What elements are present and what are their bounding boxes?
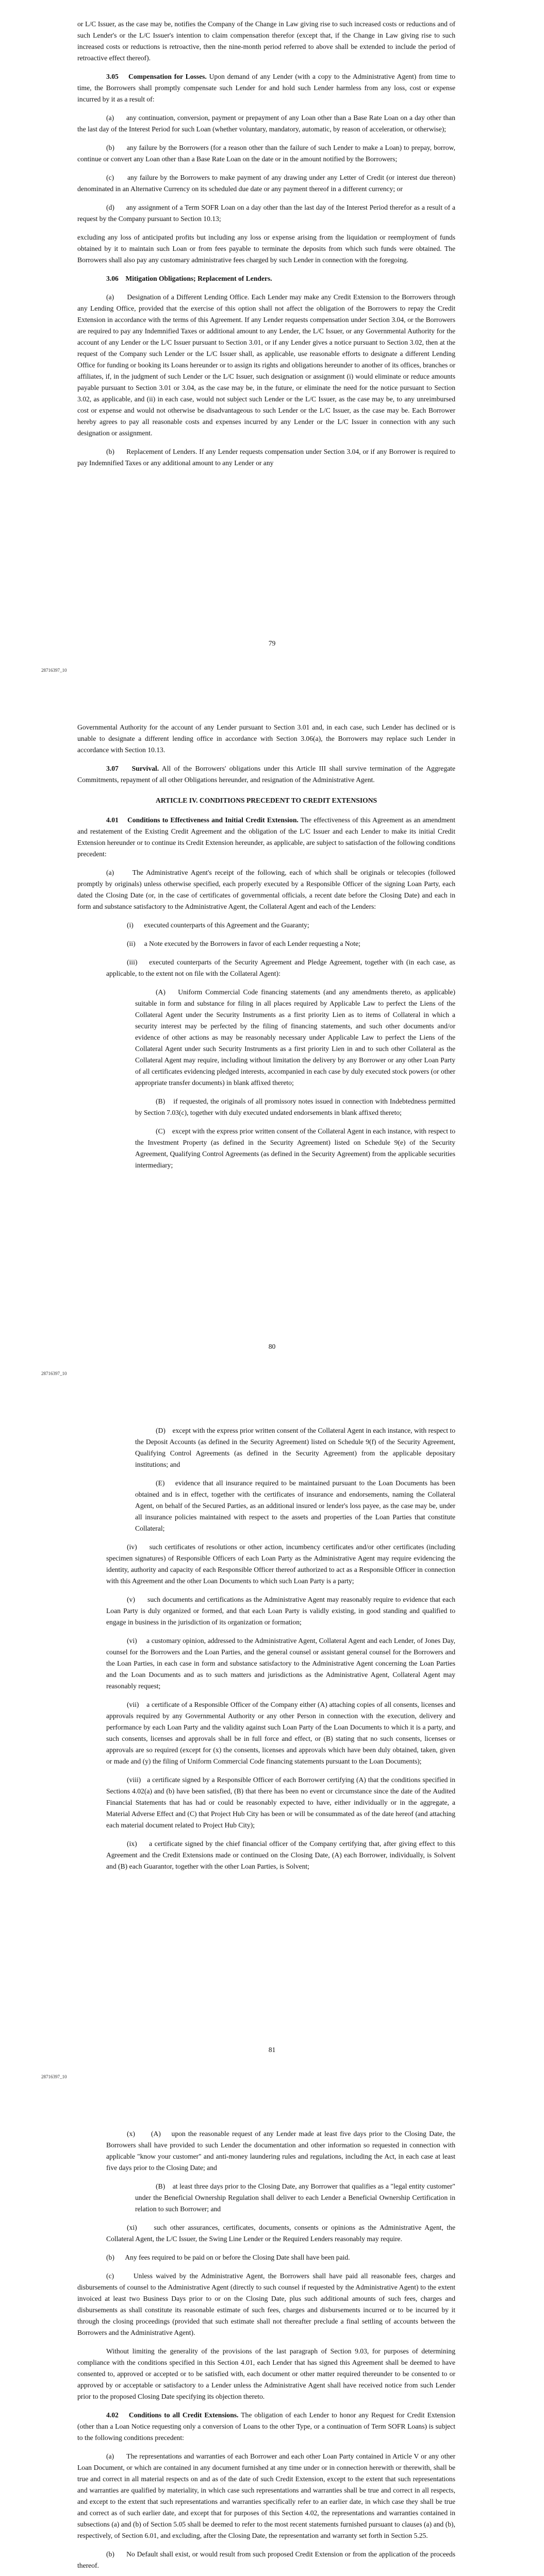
document-id: 28716397_10 — [41, 2074, 67, 2079]
sub-clause: (v) such documents and certifications as the Administrative Agent may reasonably require to evidence that each Loan Party is duly organized or formed, and that each Loan Party is validly existing, in good standing and qualified to engage in business in the jurisdiction of its organization or formation; — [106, 1596, 455, 1626]
paragraph: excluding any loss of anticipated profits but including any loss or expense arising from the liquidation or reemployment of funds obtained by it to maintain such Loan or from fees payable to terminate the deposits from which such funds were obtained. The Borrowers shall also pay any customary administrative fees charged by such Lender in connection with the foregoing. — [77, 233, 455, 264]
sub-clause: (i) executed counterparts of this Agreement and the Guaranty; — [127, 921, 309, 929]
section-heading: 4.01 Conditions to Effectiveness and Initial Credit Extension. — [106, 816, 299, 824]
sub-clause: (ii) a Note executed by the Borrowers in favor of each Lender requesting a Note; — [127, 940, 360, 947]
clause: (b) Replacement of Lenders. If any Lender requests compensation under Section 3.04, or if any Borrower is required to pay Indemnified Taxes or any additional amount to any Lender or any — [77, 448, 455, 467]
article-heading: ARTICLE IV. CONDITIONS PRECEDENT TO CREDIT EXTENSIONS — [155, 796, 377, 804]
section-paragraph: 3.07 Survival. All of the Borrowers' obligations under this Article III shall survive termination of the Aggregate Commitments, repayment of all other Obligations hereunder, and resignation of the Administrative Agent. — [77, 765, 455, 784]
page-body — [77, 2128, 455, 2571]
sub-sub-clause: (D) except with the express prior written consent of the Collateral Agent in each instance, with respect to the Deposit Accounts (as defined in the Security Agreement) listed on Schedule 9(f) of the Security Agreement, Qualifying Control Agreements (as defined in the Security Agreement) from the applicable depositary institutions; and — [135, 1427, 455, 1468]
page-number: 80 — [268, 1343, 276, 1350]
document-page — [0, 2110, 544, 2576]
document-page — [0, 1406, 544, 2110]
section-paragraph: 3.05 Compensation for Losses. Upon demand of any Lender (with a copy to the Administrative Agent) from time to time, the Borrowers shall promptly compensate such Lender for and hold such Lender harmless from any loss, cost or expense incurred by it as a result of: — [77, 73, 455, 103]
clause: (c) Unless waived by the Administrative Agent, the Borrowers shall have paid all reasonable fees, charges and disbursements of counsel to the Administrative Agent (directly to such counsel if requested by the Administrative Agent) to the extent invoiced at least two Business Days prior to or on the Closing Date, plus such additional amounts of such fees, charges and disbursements as shall constitute its reasonable estimate of such fees, charges and disbursements incurred or to be incurred by it through the closing proceedings (provided that such estimate shall not thereafter preclude a final settling of accounts between the Borrowers and the Administrative Agent). — [77, 2272, 455, 2336]
sub-sub-clause: (E) evidence that all insurance required to be maintained pursuant to the Loan Documents has been obtained and is in effect, together with the certificates of insurance and endorsements, naming the Collateral Agent, on behalf of the Secured Parties, as an additional insured or lender's loss payee, as the case may be, under all insurance policies maintained with respect to the assets and properties of the Loan Parties that constitute Collateral; — [135, 1479, 455, 1532]
sub-sub-clause: (B) at least three days prior to the Closing Date, any Borrower that qualifies as a "legal entity customer" under the Beneficial Ownership Regulation shall deliver to each Lender a Beneficial Ownership Certification in relation to such Borrower; and — [135, 2182, 455, 2213]
section-paragraph — [77, 273, 455, 284]
clause: (b) No Default shall exist, or would result from such proposed Credit Extension or from the application of the proceeds thereof. — [77, 2550, 455, 2569]
clause: (b) any failure by the Borrowers (for a reason other than the failure of such Lender to make a Loan) to prepay, borrow, continue or convert any Loan other than a Base Rate Loan on the date or in the amount notified by the Borrowers; — [77, 144, 455, 163]
document-id: 28716397_10 — [41, 1371, 67, 1376]
sub-clause: (xi) such other assurances, certificates, documents, consents or opinions as the Administrative Agent, the Collateral Agent, the L/C Issuer, the Swing Line Lender or the Required Lenders reasonably may require. — [106, 2224, 455, 2243]
paragraph: Without limiting the generality of the provisions of the last paragraph of Section 9.03, for purposes of determining compliance with the conditions specified in this Section 4.01, each Lender that has signed this Agreement shall be deemed to have consented to, approved or accepted or to be satisfied with, each document or other matter required thereunder to be consented to or approved by or acceptable or satisfactory to a Lender unless the Administrative Agent shall have received notice from such Lender prior to the proposed Closing Date specifying its objection thereto. — [77, 2347, 455, 2400]
page-body — [77, 722, 455, 1171]
section-heading: 3.07 Survival. — [106, 765, 159, 772]
sub-clause: (ix) a certificate signed by the chief financial officer of the Company certifying that, after giving effect to this Agreement and the Credit Extensions made or continued on the Closing Date, (A) each Borrower, individually, is Solvent and (B) each Guarantor, together with the other Loan Parties, is Solvent; — [106, 1840, 455, 1870]
clause: (a) The Administrative Agent's receipt of the following, each of which shall be originals or telecopies (followed promptly by originals) unless otherwise specified, each properly executed by a Responsible Officer of the signing Loan Party, each dated the Closing Date (or, in the case of certificates of governmental officials, a recent date before the Closing Date) and each in form and substance satisfactory to the Administrative Agent, the Collateral Agent and each of the Lenders: — [77, 869, 455, 910]
section-paragraph: 4.01 Conditions to Effectiveness and Initial Credit Extension. The effectiveness of this Agreement as an amendment and restatement of the Existing Credit Agreement and the obligation of the L/C Issuer and each Lender to make its initial Credit Extension hereunder or to continue its Credit Extension hereunder, as applicable, are subject to satisfaction of the following conditions precedent: — [77, 816, 456, 858]
paragraph: or L/C Issuer, as the case may be, notifies the Company of the Change in Law giving rise to such increased costs or reductions and of such Lender's or the L/C Issuer's intention to claim compensation therefor (except that, if the Change in Law giving rise to such increased costs or reductions is retroactive, then the nine-month period referred to above shall be extended to include the period of retroactive effect thereof). — [77, 20, 455, 62]
section-paragraph: 4.02 Conditions to all Credit Extensions. The obligation of each Lender to honor any Request for Credit Extension (other than a Loan Notice requesting only a conversion of Loans to the other Type, or a continuation of Term SOFR Loans) is subject to the following conditions precedent: — [77, 2411, 455, 2442]
document-page — [0, 703, 544, 1406]
page-number: 81 — [268, 2046, 276, 2054]
clause: (a) any continuation, conversion, payment or prepayment of any Loan other than a Base Rate Loan on a day other than the last day of the Interest Period for such Loan (whether voluntary, mandatory, automatic, by reason of acceleration, or otherwise); — [77, 114, 455, 133]
clause: (b) Any fees required to be paid on or before the Closing Date shall have been paid. — [106, 2253, 350, 2261]
sub-clause: (x) (A) upon the reasonable request of any Lender made at least five days prior to the Closing Date, the Borrowers shall have provided to such Lender the documentation and other information so requested in connection with applicable "know your customer" and anti-money laundering rules and regulations, including the Act, in each case at least five days prior to the Closing Date; and — [106, 2130, 455, 2172]
sub-clause: (viii) a certificate signed by a Responsible Officer of each Borrower certifying (A) that the conditions specified in Sections 4.02(a) and (b) have been satisfied, (B) that there has been no event or circumstance since the date of the Audited Financial Statements that has had or could be reasonably expected to have, either individually or in the aggregate, a Material Adverse Effect and (C) that Project Hub City has been or will be consummated as of the date hereof (and attaching each material document related to Project Hub City); — [106, 1776, 455, 1829]
section-heading: 4.02 Conditions to all Credit Extensions. — [106, 2411, 239, 2419]
sub-clause: (vii) a certificate of a Responsible Officer of the Company either (A) attaching copies of all consents, licenses and approvals required by any Governmental Authority or any other Person in connection with the execution, delivery and performance by each Loan Party and the validity against such Loan Party of the Loan Documents to which it is a party, and such consents, licenses and approvals shall be in full force and effect, or (B) stating that no such consents, licenses or approvals are so required (except for (x) the consents, licenses and approvals which have been duly obtained, taken, given or made and (y) the filing of Uniform Commercial Code financing statements pursuant to the Loan Documents); — [106, 1701, 455, 1765]
sub-clause: (vi) a customary opinion, addressed to the Administrative Agent, Collateral Agent and each Lender, of Jones Day, counsel for the Borrowers and the Loan Parties, and the general counsel or assistant general counsel for the Borrowers and the Loan Parties, in each case in form and substance satisfactory to the Administrative Agent concerning the Loan Parties and the Loan Documents and as to such matters and jurisdictions as the Administrative Agent, Collateral Agent may reasonably request; — [106, 1637, 455, 1690]
document-id: 28716397_10 — [41, 668, 67, 673]
paragraph: Governmental Authority for the account of any Lender pursuant to Section 3.01 and, in each case, such Lender has declined or is unable to designate a different lending office in accordance with Section 3.06(a), the Borrowers may replace such Lender in accordance with Section 10.13. — [77, 723, 455, 754]
document-page — [0, 0, 544, 703]
clause: (a) Designation of a Different Lending Office. Each Lender may make any Credit Extension to the Borrowers through any Lending Office, provided that the exercise of this option shall not affect the obligation of the Borrowers to repay the Credit Extension in accordance with the terms of this Agreement. If any Lender requests compensation under Section 3.04, or the Borrowers are required to pay any Indemnified Taxes or additional amount to any Lender, the L/C Issuer, or any Governmental Authority for the account of any Lender or the L/C Issuer pursuant to Section 3.01, or if any Lender gives a notice pursuant to Section 3.02, then at the request of the Company such Lender or the L/C Issuer shall, as applicable, use reasonable efforts to designate a different Lending Office for funding or booking its Loans hereunder or to assign its rights and obligations hereunder to another of its offices, branches or affiliates, if, in the judgment of such Lender or the L/C Issuer, such designation or assignment (i) would eliminate or reduce amounts payable pursuant to Section 3.01 or 3.04, as the case may be, in the future, or eliminate the need for the notice pursuant to Section 3.02, as applicable, and (ii) in each case, would not subject such Lender or the L/C Issuer, as the case may be, to any unreimbursed cost or expense and would not otherwise be disadvantageous to such Lender or the L/C Issuer, as the case may be. Each Borrower hereby agrees to pay all reasonable costs and expenses incurred by any Lender or the L/C Issuer in connection with any such designation or assignment. — [77, 293, 456, 437]
section-heading: 3.06 Mitigation Obligations; Replacement of Lenders. — [106, 275, 272, 282]
sub-clause: (iv) such certificates of resolutions or other action, incumbency certificates and/or other certificates (including specimen signatures) of Responsible Officers of each Loan Party as the Administrative Agent may require evidencing the identity, authority and capacity of each Responsible Officer thereof authorized to act as a Responsible Officer in connection with this Agreement and the other Loan Documents to which such Loan Party is a party; — [106, 1543, 455, 1585]
page-body — [77, 19, 455, 469]
section-heading: 3.05 Compensation for Losses. — [106, 73, 207, 80]
page-body — [77, 1425, 455, 1872]
sub-sub-clause: (A) Uniform Commercial Code financing statements (and any amendments thereto, as applicable) suitable in form and substance for filing in all places required by Applicable Law to perfect the Liens of the Collateral Agent under the Security Instruments as a first priority Lien as to items of Collateral in which a security interest may be perfected by the filing of financing statements, and such other documents and/or evidence of other actions as may be reasonably necessary under Applicable Law to perfect the Liens of the Collateral Agent under such Security Instruments as a first priority Lien in and to such other Collateral as the Collateral Agent may require, including without limitation the delivery by any Borrower or any other Loan Party of all certificates evidencing pledged interests, accompanied in each case by duly executed stock powers (or other appropriate transfer documents) in blank affixed thereto; — [135, 988, 455, 1087]
clause: (a) The representations and warranties of each Borrower and each other Loan Party contained in Article V or any other Loan Document, or which are contained in any document furnished at any time under or in connection herewith or therewith, shall be true and correct in all material respects on and as of the date of such Credit Extension, except to the extent that such representations and warranties are qualified by materiality, in which case such representations and warranties shall be true and correct in all respects, and except to the extent that such representations and warranties specifically refer to an earlier date, in which case they shall be true and correct as of such earlier date, and except that for purposes of this Section 4.02, the representations and warranties contained in subsections (a) and (b) of Section 5.05 shall be deemed to refer to the most recent statements furnished pursuant to clauses (a) and (b), respectively, of Section 6.01, and excluding, after the Closing Date, the representation and warranty set forth in Section 5.25. — [77, 2452, 455, 2539]
sub-clause: (iii) executed counterparts of the Security Agreement and Pledge Agreement, together with (in each case, as applicable, to the extent not on file with the Collateral Agent): — [106, 958, 455, 977]
clause: (c) any failure by the Borrowers to make payment of any drawing under any Letter of Credit (or interest due thereon) denominated in an Alternative Currency on its scheduled due date or any payment thereof in a different currency; or — [77, 174, 455, 193]
clause: (d) any assignment of a Term SOFR Loan on a day other than the last day of the Interest Period therefor as a result of a request by the Company pursuant to Section 10.13; — [77, 204, 455, 223]
page-number: 79 — [268, 639, 276, 647]
sub-sub-clause: (B) if requested, the originals of all promissory notes issued in connection with Indebtedness permitted by Section 7.03(c), together with duly executed undated endorsements in blank affixed thereto; — [135, 1097, 455, 1116]
sub-sub-clause: (C) except with the express prior written consent of the Collateral Agent in each instance, with respect to the Investment Property (as defined in the Security Agreement) listed on Schedule 9(e) of the Security Agreement, Qualifying Control Agreements (as defined in the Security Agreement) from the applicable securities intermediary; — [135, 1127, 455, 1169]
